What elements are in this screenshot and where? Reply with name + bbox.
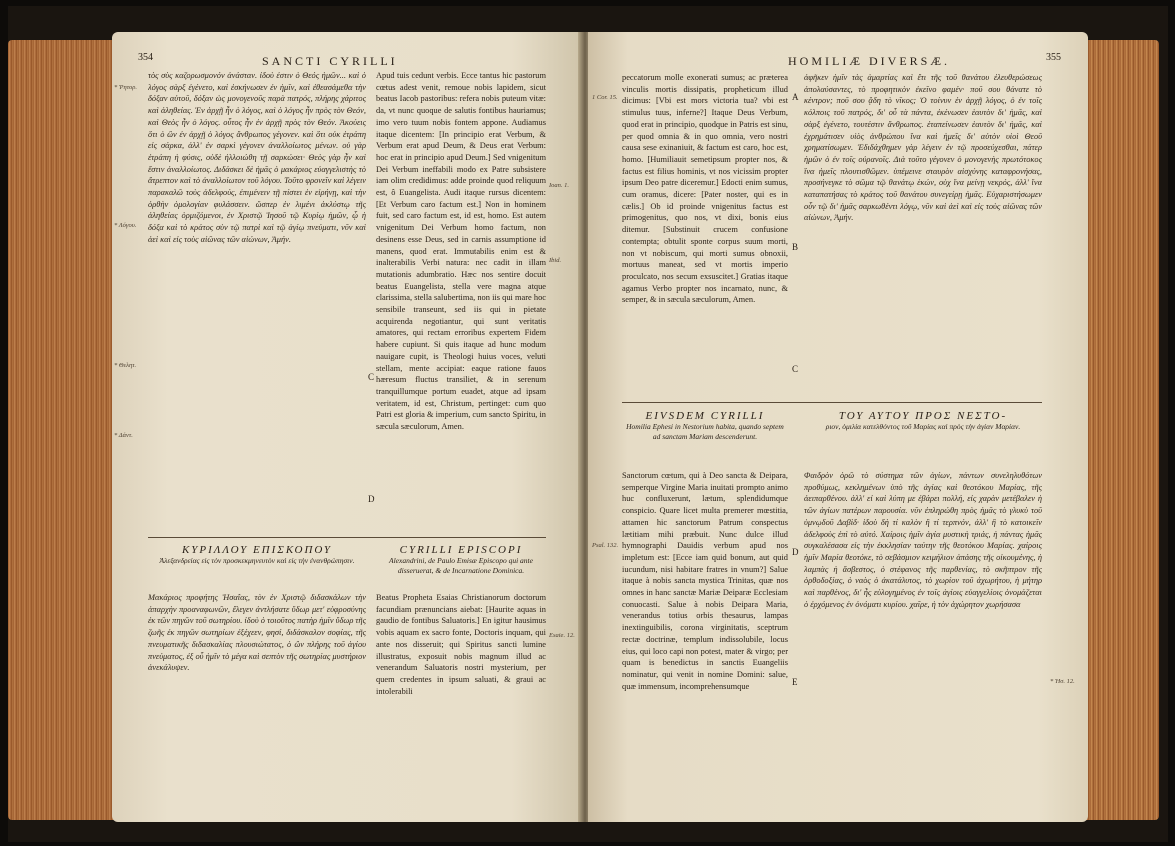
latin-title-main: EIVSDEM CYRILLI [645,410,765,422]
margin-note: * Θελητ. [114,362,137,369]
section-rule [622,402,1042,403]
latin-title-main: CYRILLI EPISCOPI [399,544,523,556]
greek-column-bottom: Μακάριος προφήτης Ἠσαΐας, τὸν ἐν Χριστῷ διδασκάλων τὴν ἀπαρχὴν προαναφωνῶν, ἔλεγεν ἀντλήσατε ὕδωρ μετ' εὐφροσύνης ἐκ τῶν πηγῶν τοῦ σωτηρίου. ἰδοὺ ὁ τοιοῦτος πατὴρ ἡμῖν ὕδωρ τῆς ζωῆς ἐκ πηγῶν σωτηρίων ἐξέχεεν, φησί, διδάσκαλον σοφίας, τῆς πνευματικῆς διδασκαλίας πλουσιώτατος, ὁ ὢν πλήρης τοῦ ἁγίου πνεύματος, ἐξ οὗ ἡμῖν τὸ μέγα καὶ σεπτὸν τῆς σωτηρίας μυστήριον ἀνεκάλυψεν. [148,593,366,673]
latin-title-sub: Alexandrini, de Paulo Emisæ Episcopo qui ante disseruerat, & de Incarnatione Dominica. [389,556,533,575]
margin-note: * Ἡσ. 12. [1050,678,1075,685]
latin-column-top: Apud tuis cedunt verbis. Ecce tantus hic pastorum cœtus adest venit, remoue nobis lapidem, sicut beatus Iacob pastoribus: refera nobis puteum vitæ: da, vt nunc quoque de salutis fontibus hauriamus; imo vero tuum nobis fontem appone. Audiamus itaque dicentem: [In principio erat Verbum, & Verbum erat apud Deum, & Deus erat Verbum: hoc erat in principio apud Deum.] Sed vnigenitum Dei Verbum ineffabili modo ex Patre subsistere iam olim credidimus: adde proinde quod reliquum est, ô Euangelista. Audi itaque rursus dicentem: [Et Verbum caro factum est.] Non in hominem fuit, sed caro factum est, id est, homo. Est autem vnigenitum Dei Verbum homo factum, non desinens esse Deus, sed in carnis assumptione id manens, quod erat. Immutabilis enim est & inalterabilis Verbi natura: nec cadit in illam mutationis adumbratio. Hæc nos sentire docuit beatus Euangelista, stella vere magna atque clarissima, stella salubertima, non iis qui mare hoc sensibile transeunt, sed iis qui in pietate acquirenda negotiantur, qui sunt veritatis amatores, qui rectam erroribus expertem Fidem habere cupiunt. Si quis itaque ad hunc modum nauigare cupit, is Theologi huius voces, veluti stellam, mente accipiat: eaque ratione fauos hæresum fluctus transiliet, & in serenum tranquillumque portum euadet, atque ad ipsam veritatem, id est, Christum, pertinget: cum quo Patri est gloria & imperium, cum sancto Spiritu, in sæcula sæculorum, Amen. [376,71,546,432]
left-fore-edge [8,40,120,820]
margin-note: 1 Cor. 15. [592,94,618,101]
margin-note: Ioan. 1. [549,182,570,189]
greek-column-bottom: Φαιδρὸν ὁρῶ τὸ σύστημα τῶν ἁγίων, πάντων συνεληλυθότων προθύμως, κεκλημένων ὑπὸ τῆς ἁγίας καὶ θεοτόκου Μαρίας, τῆς ἀειπαρθένου. ἀλλ' εἰ καὶ λύπη με ἐβάρει πολλή, εἰς χαρὰν μετέβαλεν ἡ τῶν ἁγίων πατέρων παρουσία. νῦν ἐπληρώθη πρὸς ἡμᾶς τὸ γλυκὺ τοῦ ὑμνῳδοῦ Δαβὶδ· ἰδοὺ δὴ τί καλὸν ἢ τί τερπνόν, ἀλλ' ἢ τὸ κατοικεῖν ἀδελφοὺς ἐπὶ τὸ αὐτό. Χαίροις ἡμῖν ἁγία μυστικὴ τριάς, ἡ πάντας ἡμᾶς συγκαλέσασα εἰς τὴν ἐκκλησίαν ταύτην τῆς θεοτόκου Μαρίας. χαίροις ἡμῖν Μαρία θεοτόκε, τὸ σεβάσμιον κειμήλιον ἁπάσης τῆς οἰκουμένης, ἡ λαμπὰς ἡ ἄσβεστος, ὁ στέφανος τῆς παρθενίας, τὸ σκῆπτρον τῆς ὀρθοδοξίας, ὁ ναὸς ὁ ἀκατάλυτος, τὸ χωρίον τοῦ ἀχωρήτου, ἡ μήτηρ καὶ παρθένος, δι' ἧς εὐλογημένος ἐν τοῖς ἁγίοις εὐαγγελίοις ὀνομάζεται ὁ ἐρχόμενος ἐν ὀνόματι κυρίου. χαῖρε, ἡ τὸν ἀχώρητον χωρήσασα [804,471,1042,609]
right-fore-edge [1085,40,1159,820]
latin-column-bottom: Beatus Propheta Esaias Christianorum doctorum facundiam prænuncians aiebat: [Haurite aquas in gaudio de fontibus Saluatoris.] En igitur hausimus vobis aquam ex sacro fonte, Doctoris inquam, qui ante nos disseruit; qui Spiritus sancti lumine illustratus, exposuit nobis magnum illud ac venerandum Saluatoris nostri mysterium, per quem credentes in ipsum saluati, & graui ac intolerabili [376,593,546,696]
page-number-right: 355 [1046,52,1061,63]
section-letter: D [368,494,375,504]
left-page [112,32,582,822]
latin-section-title [376,544,546,576]
margin-note: Ibid. [549,257,562,264]
latin-column-top: peccatorum molle exonerati sumus; ac præterea vinculis mortis dissipatis, propheticum illud dicimus: [Vbi est mors victoria tua? vbi est stimulus tuus, inferne?] Itaque Deus Verbum, quod erat in principio, quodque in Patris est sinu, per quod omnia & in quo omnia, vero nostri causa sese exinaniuit, & factum est caro, hoc est, homo. [Humiliauit semetipsum propter nos, & factus est filius hominis, vt nos vicissim propter ipsum Deo patre diceremur.] Edocti enim sumus, cum oramus, dicere: [Pater noster, qui es in cælis.] Ob id proinde vnigenitus factus est primogenitus, quo nos, vt dixi, bonis eius ditemur. [Substinuit crucem confusione contempta; obtulit sponte corpus suum morti, non vt nobiscum, qui morti sumus obnoxii, mortuus maneat, sed vt mortis imperio proculcato, nos secum exsuscitet.] Gratias itaque agamus Verbo propter nos incarnato, nunc, & semper, & in sæcula sæculorum, Amen. [622,73,788,305]
greek-title-main: ΤΟΥ ΑΥΤΟΥ ΠΡΟΣ ΝΕΣΤΟ- [838,410,1008,422]
margin-note: * Λόγου. [114,222,137,229]
greek-title-sub: Ἀλεξανδρείας εἰς τὸν προσκεκμηνευτὸν καὶ εἰς τὴν ἐνανθρώπησιν. [159,556,355,565]
margin-note: Psal. 132. [592,542,619,549]
margin-note: Esaie. 12. [549,632,575,639]
greek-column-top: τὸς σὺς καζορωσμονόν ἀνάσταν. ἰδοὺ ἐστιν ὁ Θεός ἡμῶν... καὶ ὁ λόγος σὰρξ ἐγένετο, καὶ ἐσκήνωσεν ἐν ἡμῖν, καὶ ἐθεασάμεθα τὴν δόξαν αὐτοῦ, δόξαν ὡς μονογενοῦς παρὰ πατρός, πλήρης χάριτος καὶ ἀληθείας. Ἐν ἀρχῇ ἦν ὁ λόγος, καὶ ὁ λόγος ἦν πρὸς τὸν Θεόν, καὶ Θεὸς ἦν ὁ λόγος. οὗτος ἦν ἐν ἀρχῇ πρὸς τὸν Θεόν. Ἀκούεις ὅτι ὁ ὢν ἐν ἀρχῇ ὁ λόγος ἄνθρωπος γέγονεν. καὶ ὅτι οὐκ ἐτράπη εἰς σάρκα, ἀλλ' ἐν σαρκὶ γέγονεν ἀναλλοίωτος μένων. οὐ γὰρ ἐτράπη ἡ φύσις, οὐδὲ ἠλλοιώθη τῇ σαρκώσει· Θεὸς γὰρ ἦν καὶ ἔστιν ἀναλλοίωτος. Διδάσκει δὲ ἡμᾶς ὁ μακάριος εὐαγγελιστὴς τὸ ἄτρεπτον καὶ τὸ ἀναλλοίωτον τοῦ λόγου. Τοῦτο φρονεῖν καὶ λέγειν παρακαλῶ τοὺς ἀδελφούς, ἐπιμένειν τῇ πίστει ἐν εἰρήνῃ, καὶ τὴν ὀρθὴν ὁμολογίαν φυλάσσειν. ὥσπερ ἐν λιμένι ἀκλύστῳ τῆς ἀληθείας ὁρμιζόμενοι, ἐν Χριστῷ Ἰησοῦ τῷ Κυρίῳ ἡμῶν, ᾧ ἡ δόξα καὶ τὸ κράτος σὺν τῷ πατρὶ καὶ τῷ ἁγίῳ πνεύματι, νῦν καὶ ἀεὶ καὶ εἰς τοὺς αἰῶνας τῶν αἰώνων, Ἀμήν. [148,71,366,244]
section-letter: B [792,242,799,252]
latin-section-title [622,410,788,442]
section-rule [148,537,546,538]
page-number-left: 354 [138,52,153,63]
greek-title-main: ΚΥΡΙΛΛΟΥ ΕΠΙΣΚΟΠΟΥ [181,544,333,556]
section-letter: A [792,92,799,102]
greek-title-sub: ριον, ὁμιλία κατελθόντος τοῦ Μαρίας καὶ πρὸς τὴν ἁγίαν Μαρίαν. [825,422,1021,431]
running-head-right: HOMILIÆ DIVERSÆ. [788,54,950,68]
greek-section-title [148,544,366,566]
latin-column-bottom: Sanctorum cœtum, qui à Deo sancta & Deipara, semperque Virgine Maria inuitati prompto animo huc confluxerunt, lætum, splendidumque conspicio. Quare licet multa premerer mœstitia, attamen hic sanctorum Patrum conspectus lætitiam mihi præbuit. Nunc dulce illud hymnographi Dauidis verbum apud nos impletum est: [Ecce iam quid bonum, aut quid iucundum, nisi habitare fratres in vnum?] Salue itaque à nobis sancta mystica Trinitas, quæ nos omnes in hanc sanctæ Mariæ Deiparæ Ecclesiam conuocasti. Salue à nobis Deipara Maria, venerandus totius orbis thesaurus, lampas inextinguibilis, corona virginitatis, sceptrum rectæ doctrinæ, templum indissolubile, locus eius, qui loco capi non potest, mater & virgo; per quam is benedictus in sanctis Euangeliis nominatur, qui venit in nomine Domini: salue, quæ immensum, incomprehensumque [622,471,788,691]
section-letter: E [792,677,798,687]
section-letter: C [368,372,375,382]
greek-section-title [804,410,1042,432]
section-letter: D [792,547,799,557]
running-head-left: SANCTI CYRILLI [262,54,398,68]
margin-note: * Δάντ. [114,432,133,439]
latin-title-sub: Homilia Ephesi in Nestorium habita, quando septem ad sanctam Mariam descenderunt. [626,422,784,441]
greek-column-top: ἀφῆκεν ἡμῖν τὰς ἁμαρτίας καὶ ἔτι τῆς τοῦ θανάτου ἐλευθερώσεως ἀπολαύσαντες, τὸ προφητικὸν ἐκεῖνο φαμέν· ποῦ σου θάνατε τὸ κέντρον; ποῦ σου ᾅδη τὸ νῖκος; Ὁ τοίνυν ἐν ἀρχῇ λόγος, ὁ ἐν τοῖς κόλποις τοῦ πατρός, δι' οὗ τὰ πάντα, ἐκένωσεν ἑαυτὸν δι' ἡμᾶς, καὶ σὰρξ ἐγένετο, τουτέστιν ἄνθρωπος. ἐταπείνωσεν ἑαυτὸν δι' ἡμᾶς, καὶ ἐχρημάτισεν υἱὸς ἀνθρώπου ἵνα καὶ ἡμεῖς δι' αὐτὸν υἱοὶ Θεοῦ χρηματίσωμεν. Ἐδιδάχθημεν γὰρ λέγειν ἐν τῷ προσεύχεσθαι, πάτερ ἡμῶν ὁ ἐν τοῖς οὐρανοῖς. Διὰ τοῦτο γέγονεν ὁ μονογενὴς πρωτότοκος ἵνα ἡμεῖς πλουτισθῶμεν. ὑπέμεινε σταυρὸν αἰσχύνης καταφρονήσας, προσήνεγκε τὸ σῶμα τῷ θανάτῳ ἑκών, οὐχ ἵνα μείνῃ νεκρός, ἀλλ' ἵνα καταπατήσας τὸ κράτος τοῦ θανάτου συνεγείρῃ ἡμᾶς. Εὐχαριστήσωμεν οὖν τῷ δι' ἡμᾶς σαρκωθέντι λόγῳ, νῦν καὶ ἀεὶ καὶ εἰς τοὺς αἰῶνας τῶν αἰώνων, Ἀμήν. [804,73,1042,223]
section-letter: C [792,364,799,374]
right-page [588,32,1088,822]
margin-note: * Ῥητορ. [114,84,138,91]
